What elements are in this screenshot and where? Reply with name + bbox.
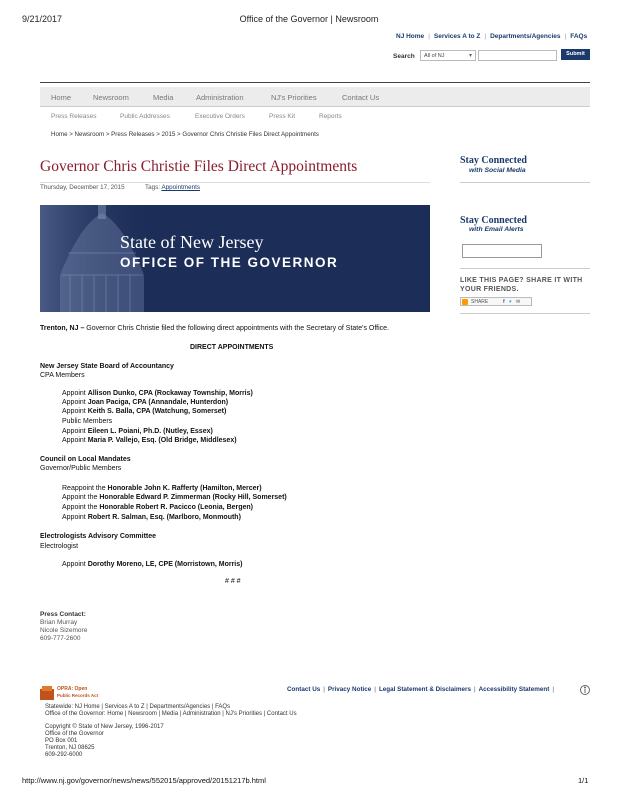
dateline: Trenton, NJ – <box>40 325 85 332</box>
breadcrumb[interactable]: Home > Newsroom > Press Releases > 2015 > Governor Chris Christie Files Direct Appointments <box>51 131 319 138</box>
separator: | <box>552 686 554 693</box>
article-date: Thursday, December 17, 2015 <box>40 184 125 191</box>
utility-nav <box>396 33 587 40</box>
nav-services[interactable]: Services A to Z <box>433 33 481 40</box>
search-input[interactable] <box>478 50 557 61</box>
divider <box>460 313 590 314</box>
footer-accessibility-link[interactable]: Accessibility Statement <box>478 686 550 693</box>
separator: | <box>564 33 567 40</box>
email-alert-input[interactable] <box>462 244 542 258</box>
footer-contact-link[interactable]: Contact Us <box>287 686 321 693</box>
sub-nav-executive-orders[interactable]: Executive Orders <box>195 113 245 120</box>
appointment-verb: Appoint the <box>62 494 100 501</box>
nav-departments[interactable]: Departments/Agencies <box>490 33 561 40</box>
lead-text: Governor Chris Christie filed the following direct appointments with the Secretary of State's Office. <box>84 325 390 332</box>
press-contact-name: Brian Murray <box>40 619 78 626</box>
appointment-item <box>62 390 253 397</box>
board-subgroup: Public Members <box>62 418 113 425</box>
search-submit-button[interactable]: Submit <box>561 49 590 60</box>
appointment-verb: Appoint <box>62 399 88 406</box>
appointment-item <box>62 514 241 521</box>
footer-privacy-link[interactable]: Privacy Notice <box>327 686 372 693</box>
page-title: Governor Chris Christie Files Direct Appointments <box>40 158 358 175</box>
appointment-verb: Appoint <box>62 408 88 415</box>
appointment-verb: Appoint the <box>62 504 100 511</box>
address-phone: 609-292-6000 <box>45 752 83 758</box>
search-scope-select[interactable] <box>420 50 476 61</box>
chevron-down-icon: ▾ <box>468 53 472 59</box>
divider <box>40 182 430 183</box>
board-name: Council on Local Mandates <box>40 456 131 463</box>
board-name: Electrologists Advisory Committee <box>40 533 157 540</box>
appointment-item <box>62 561 242 568</box>
appointee: Maria P. Vallejo, Esq. (Old Bridge, Middlesex) <box>87 437 237 444</box>
sub-nav-public-addresses[interactable]: Public Addresses <box>120 113 170 120</box>
press-contact-name: Nicole Sizemore <box>40 627 88 634</box>
appointee: Honorable Robert R. Pacicco (Leonia, Bergen) <box>99 504 254 511</box>
press-contact-phone: 609-777-2600 <box>40 635 81 642</box>
sub-nav-reports[interactable]: Reports <box>319 113 342 120</box>
lead-paragraph <box>40 325 389 332</box>
copyright: Copyright © State of New Jersey, 1996-2017 <box>45 724 164 730</box>
share-icon <box>462 299 468 305</box>
main-nav-newsroom[interactable]: Newsroom <box>93 93 129 102</box>
appointee: Dorothy Moreno, LE, CPE (Morristown, Morris) <box>87 561 243 568</box>
footer-office-links[interactable]: Office of the Governor: Home | Newsroom | Media | Administration | NJ's Priorities | Contact Us <box>45 711 297 717</box>
separator: | <box>484 33 487 40</box>
appointee: Eileen L. Poiani, Ph.D. (Nutley, Essex) <box>87 428 213 435</box>
press-contact-label: Press Contact: <box>40 611 86 618</box>
separator: | <box>428 33 430 40</box>
appointment-verb: Appoint <box>62 437 88 444</box>
email-icon: ✉ <box>516 299 521 305</box>
appointment-item <box>62 408 226 415</box>
email-heading: Stay Connected <box>460 215 527 226</box>
appointment-item <box>62 504 253 511</box>
appointee: Honorable Edward P. Zimmerman (Rocky Hill, Somerset) <box>99 494 287 501</box>
social-heading: Stay Connected <box>460 155 527 166</box>
appointment-item <box>62 428 213 435</box>
appointee: Keith S. Balla, CPA (Watchung, Somerset) <box>87 408 227 415</box>
separator: | <box>374 686 376 693</box>
main-nav-contact[interactable]: Contact Us <box>342 93 380 102</box>
appointment-verb: Reappoint the <box>62 485 108 492</box>
appointee: Honorable John K. Rafferty (Hamilton, Mercer) <box>107 485 262 492</box>
twitter-icon: ▾ <box>509 299 512 305</box>
main-nav <box>40 87 590 107</box>
governor-banner <box>40 205 430 312</box>
appointment-verb: Appoint <box>62 561 88 568</box>
separator: | <box>323 686 325 693</box>
appointee: Allison Dunko, CPA (Rockaway Township, Morris) <box>87 390 253 397</box>
divider <box>460 182 590 183</box>
print-page-number: 1/1 <box>578 776 589 785</box>
nav-nj-home[interactable]: NJ Home <box>396 33 425 40</box>
nav-faqs[interactable]: FAQs <box>570 33 588 40</box>
section-heading: DIRECT APPOINTMENTS <box>190 344 274 351</box>
footer-legal-link[interactable]: Legal Statement & Disclaimers <box>378 686 471 693</box>
address-line: PO Box 001 <box>45 738 78 744</box>
accessibility-icon[interactable] <box>580 684 590 696</box>
share-button[interactable] <box>460 297 532 306</box>
sub-nav-press-kit[interactable]: Press Kit <box>269 113 296 120</box>
sub-nav <box>40 107 590 127</box>
appointment-verb: Appoint <box>62 428 88 435</box>
facebook-icon: f <box>503 299 505 305</box>
appointment-verb: Appoint <box>62 514 88 521</box>
search-scope-value: All of NJ <box>424 53 445 59</box>
print-page-title: Office of the Governor | Newsroom <box>239 14 379 24</box>
search-label: Search <box>393 53 415 60</box>
footer-links <box>287 686 557 693</box>
print-url: http://www.nj.gov/governor/news/news/552015/approved/20151217b.html <box>22 776 266 785</box>
banner-state-title: State of New Jersey <box>120 232 264 252</box>
board-subgroup: CPA Members <box>40 372 85 379</box>
appointment-item <box>62 399 228 406</box>
address-line: Office of the Governor <box>45 731 104 737</box>
divider <box>460 268 590 269</box>
sub-nav-press-releases[interactable]: Press Releases <box>51 113 97 120</box>
share-prompt: LIKE THIS PAGE? SHARE IT WITH YOUR FRIENDS. <box>460 277 583 293</box>
end-mark: # # # <box>225 578 241 585</box>
appointment-item <box>62 437 237 444</box>
share-label: SHARE <box>471 299 489 305</box>
opra-icon <box>40 686 56 700</box>
print-date: 9/21/2017 <box>22 14 63 24</box>
social-subheading: with Social Media <box>469 167 526 174</box>
appointment-verb: Appoint <box>62 390 88 397</box>
board-name: New Jersey State Board of Accountancy <box>40 363 174 370</box>
tags-label: Tags: <box>145 184 161 191</box>
opra-title: OPRA: Open <box>57 686 88 692</box>
separator: | <box>473 686 476 693</box>
main-nav-priorities[interactable]: NJ's Priorities <box>271 93 317 102</box>
email-subheading: with Email Alerts <box>469 226 524 233</box>
appointee: Robert R. Salman, Esq. (Marlboro, Monmouth) <box>87 514 241 521</box>
board-subgroup: Electrologist <box>40 543 79 550</box>
main-nav-administration[interactable]: Administration <box>196 93 244 102</box>
divider <box>40 82 590 83</box>
main-nav-media[interactable]: Media <box>153 93 174 102</box>
tag-link[interactable]: Appointments <box>161 184 200 191</box>
main-nav-home[interactable]: Home <box>51 93 72 102</box>
appointee: Joan Paciga, CPA (Annandale, Hunterdon) <box>87 399 229 406</box>
appointment-item <box>62 485 262 492</box>
opra-logo[interactable] <box>40 685 104 701</box>
address-line: Trenton, NJ 08625 <box>45 745 95 751</box>
appointment-item <box>62 494 287 501</box>
article-tags <box>145 184 200 191</box>
banner-office-title: OFFICE OF THE GOVERNOR <box>120 255 339 270</box>
board-subgroup: Governor/Public Members <box>40 465 122 472</box>
footer-statewide-links[interactable]: Statewide: NJ Home | Services A to Z | Departments/Agencies | FAQs <box>45 704 231 710</box>
opra-subtitle: Public Records Act <box>57 693 99 698</box>
